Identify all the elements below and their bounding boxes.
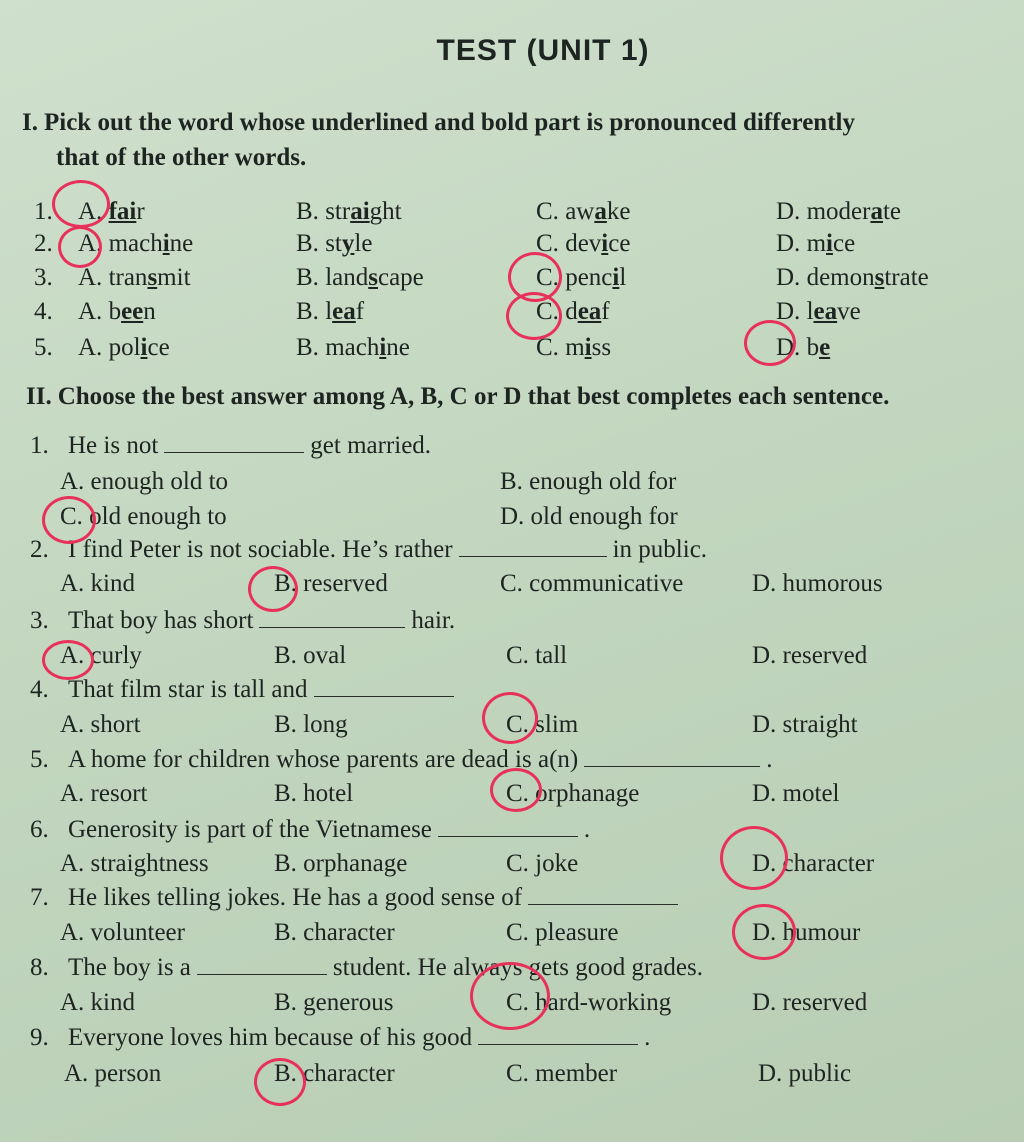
answer-option: A. straightness [60,850,209,877]
word-part: str [325,198,351,225]
answer-option: A. resort [60,780,148,807]
question-number: 6. [30,816,49,843]
answer-option: D. reserved [752,989,868,1016]
option-letter: A. [78,264,109,291]
answer-option: B. hotel [274,780,354,807]
answer-option: D. humorous [752,570,883,597]
word-part: d [565,298,578,325]
question-number: 3. [34,264,53,291]
answer-option [78,228,193,260]
underlined-sound: ea [577,298,602,325]
option-letter: C. [536,230,566,257]
question-number: 4. [30,676,49,703]
word-part: trate [884,264,929,291]
word-part: r [136,198,145,225]
answer-blank [584,744,760,767]
answer-option: D. public [758,1060,852,1087]
option-letter: A. [78,198,109,225]
answer-option: D. motel [752,780,840,807]
word-part: aw [565,198,595,225]
option-letter: B. [296,298,326,325]
underlined-sound: i [601,230,609,257]
answer-option [536,296,610,328]
answer-option [296,196,402,228]
word-part: ve [837,298,861,325]
stem-text: I find Peter is not sociable. He’s rather [68,536,453,563]
answer-option: C. tall [506,642,568,669]
section-1-heading [22,106,855,140]
word-part: l [325,298,333,325]
answer-option [78,262,191,294]
page-title: TEST (UNIT 1) [436,34,650,67]
option-letter: A. [78,334,109,361]
question-number: 1. [34,198,53,225]
answer-option [536,262,626,294]
answer-option: C. communicative [500,570,684,597]
word-part: le [354,230,373,257]
section-2-roman: II. [26,383,52,410]
answer-blank [314,674,454,697]
word-part: mach [108,230,163,257]
answer-blank [197,952,327,975]
underlined-sound: ee [121,298,144,325]
answer-option: C. slim [506,711,579,738]
stem-text: in public. [612,536,708,563]
word-part: mach [325,334,380,361]
word-part: n [143,298,156,325]
stem-text: hair. [411,607,456,634]
word-part: b [108,298,122,325]
underlined-sound: a [594,198,607,225]
option-letter: D. [776,334,807,361]
word-part: mit [157,264,191,291]
question-stem [68,744,772,776]
stem-text: . [766,746,773,773]
answer-blank [528,882,678,905]
answer-option: B. character [274,1060,395,1087]
answer-option: D. straight [752,711,858,738]
word-part: pol [108,334,141,361]
word-part: ce [147,334,170,361]
answer-option [78,196,145,228]
word-part: te [882,198,901,225]
word-part: ght [369,198,402,225]
option-letter: D. [776,230,807,257]
stem-text: He likes telling jokes. He has a good sense of [68,884,523,911]
question-number: 5. [34,334,53,361]
section-1-instruction-line2: that of the other words. [56,144,307,171]
answer-option [536,196,630,228]
answer-option [776,196,901,228]
answer-option: B. oval [274,642,347,669]
word-part: ss [591,334,612,361]
option-letter: A. [78,230,109,257]
word-part: l [619,264,627,291]
answer-option: D. character [752,850,875,877]
answer-blank [164,430,304,453]
question-number: 8. [30,954,49,981]
underlined-sound: a [870,198,883,225]
stem-text: That boy has short [68,607,254,634]
answer-option [536,332,611,364]
answer-option [776,228,855,260]
answer-option: B. enough old for [500,468,677,495]
answer-option [776,262,929,294]
option-letter: B. [296,334,326,361]
underlined-sound: s [147,264,158,291]
answer-option: D. reserved [752,642,868,669]
word-part: l [806,298,814,325]
stem-text: The boy is a [68,954,191,981]
underlined-sound: ea [332,298,356,325]
answer-option: B. reserved [274,570,388,597]
word-part: m [565,334,585,361]
option-letter: B. [296,198,326,225]
answer-option: B. orphanage [274,850,408,877]
answer-blank [478,1022,638,1045]
underlined-sound: ea [813,298,838,325]
word-part: ce [608,230,631,257]
word-part: m [806,230,827,257]
option-letter: D. [776,298,807,325]
word-part: f [355,298,365,325]
stem-text: get married. [310,432,432,459]
section-2-instruction: Choose the best answer among A, B, C or D that best completes each sentence. [57,383,890,410]
question-stem [68,814,590,846]
question-stem [68,605,455,637]
underlined-sound: ai [350,198,370,225]
option-letter: B. [296,230,326,257]
question-stem [68,534,707,566]
option-letter: D. [776,264,807,291]
stem-text: A home for children whose parents are dead is a(n) [68,746,579,773]
word-part: ne [169,230,194,257]
option-letter: C. [536,198,566,225]
section-1-instruction-line1: Pick out the word whose underlined and bold part is pronounced differently [43,109,855,136]
question-number: 2. [30,536,49,563]
option-letter: C. [536,264,566,291]
underlined-sound: i [379,334,387,361]
word-part: f [601,298,610,325]
answer-option: A. enough old to [60,468,229,495]
answer-option: C. member [506,1060,618,1087]
question-stem [68,952,703,984]
answer-option: A. short [60,711,141,738]
answer-blank [438,814,578,837]
word-part: tran [108,264,148,291]
answer-option: C. old enough to [60,503,227,530]
question-stem [68,882,684,914]
answer-option: C. orphanage [506,780,640,807]
underlined-sound: s [368,264,378,291]
answer-option: A. kind [60,570,135,597]
underlined-sound: i [140,334,148,361]
word-part: demon [806,264,875,291]
answer-option: C. joke [506,850,579,877]
question-stem [68,430,431,462]
answer-option [296,296,364,328]
question-number: 2. [34,230,53,257]
answer-option: A. person [64,1060,162,1087]
answer-option [296,262,424,294]
word-part: cape [377,264,424,291]
question-number: 1. [30,432,49,459]
answer-option: C. pleasure [506,919,619,946]
answer-option [776,332,830,364]
answer-option: A. kind [60,989,135,1016]
answer-option [78,332,170,364]
question-number: 3. [30,607,49,634]
question-number: 4. [34,298,53,325]
option-letter: C. [536,334,566,361]
answer-option: D. humour [752,919,861,946]
answer-option: A. curly [60,642,142,669]
question-number: 9. [30,1024,49,1051]
word-part: moder [806,198,871,225]
answer-option: C. hard-working [506,989,672,1016]
answer-option [296,228,372,260]
question-number: 7. [30,884,49,911]
word-part: st [325,230,342,257]
underlined-sound: i [826,230,833,257]
underlined-sound: i [162,230,170,257]
stem-text: . [583,816,591,843]
answer-option: B. long [274,711,348,738]
stem-text: That film star is tall and [68,676,308,703]
underlined-sound: e [819,334,831,361]
answer-option: B. generous [274,989,394,1016]
answer-option [78,296,156,328]
underlined-sound: i [584,334,592,361]
question-stem [68,674,460,706]
stem-text: He is not [68,432,159,459]
answer-option [776,296,861,328]
word-part: ce [832,230,856,257]
section-1-roman: I. [22,109,38,136]
stem-text: . [644,1024,651,1051]
answer-option [296,332,410,364]
underlined-sound: y [341,230,355,257]
word-part: ke [606,198,631,225]
answer-option: D. old enough for [500,503,678,530]
stem-text: Generosity is part of the Vietnamese [68,816,432,843]
answer-option [536,228,630,260]
stem-text: Everyone loves him because of his good [68,1024,473,1051]
answer-option: B. character [274,919,395,946]
answer-blank [259,605,405,628]
word-part: ne [386,334,410,361]
answer-option: A. volunteer [60,919,185,946]
question-stem [68,1022,650,1054]
question-number: 5. [30,746,49,773]
word-part: penc [565,264,613,291]
answer-blank [459,534,607,557]
underlined-sound: s [874,264,885,291]
underlined-sound: i [612,264,620,291]
word-part: dev [565,230,602,257]
section-2-heading [26,380,889,414]
word-part: b [806,334,820,361]
stem-text: student. He always gets good grades. [332,954,703,981]
word-part: land [325,264,369,291]
underlined-sound: fai [108,198,137,225]
option-letter: D. [776,198,807,225]
option-letter: A. [78,298,109,325]
option-letter: C. [536,298,566,325]
option-letter: B. [296,264,326,291]
